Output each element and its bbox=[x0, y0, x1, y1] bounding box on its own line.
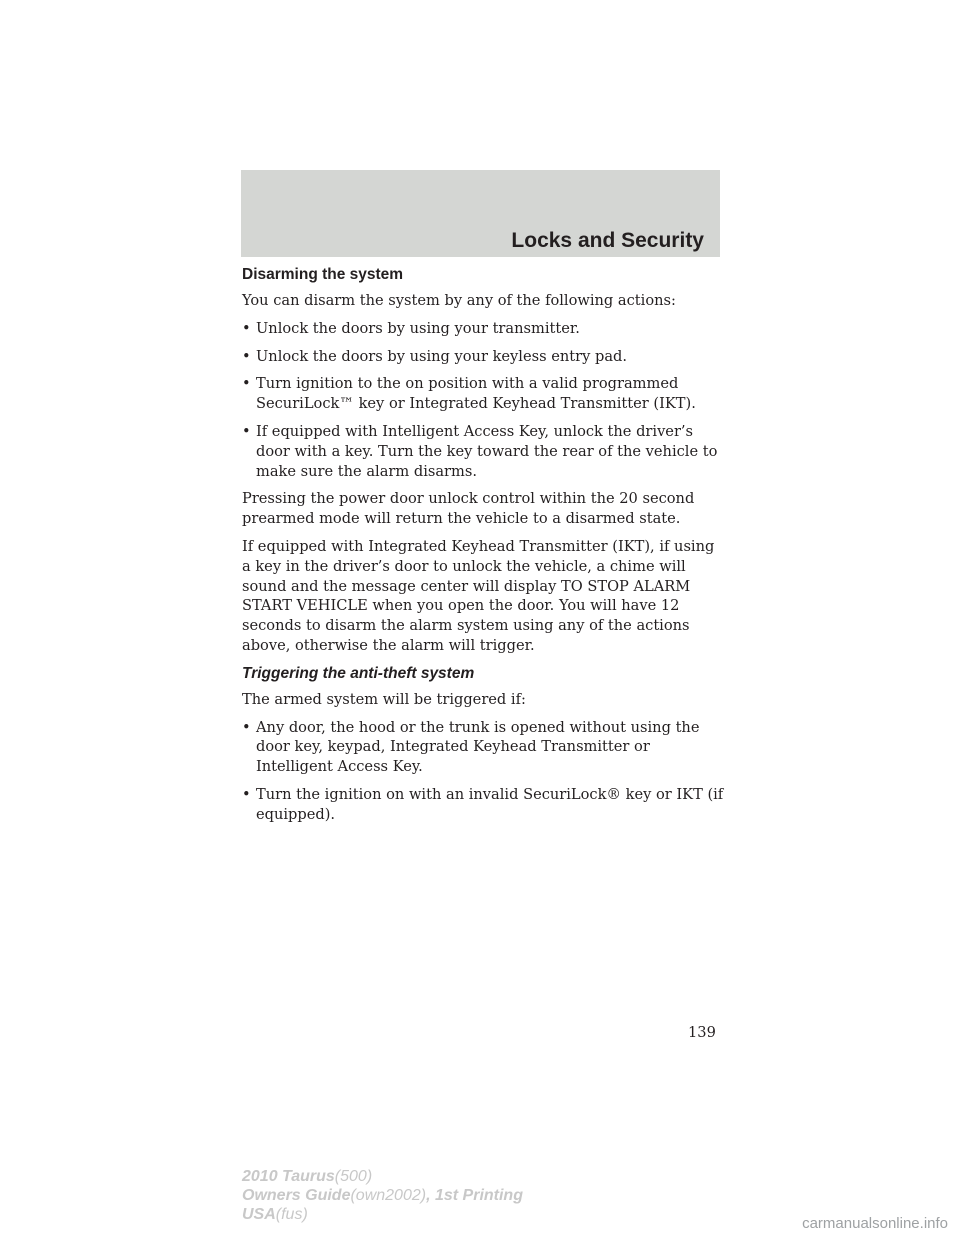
footer-line-market bbox=[242, 1205, 523, 1224]
list-item-text: Turn the ignition on with an invalid SecuriLock® key or IKT (if equipped). bbox=[256, 785, 724, 823]
list-item bbox=[242, 718, 727, 777]
footer-line-guide bbox=[242, 1186, 523, 1205]
footer-market: USA bbox=[242, 1206, 276, 1223]
bullet-icon: • bbox=[242, 718, 251, 736]
list-item-text: Unlock the doors by using your keyless entry pad. bbox=[256, 347, 628, 365]
watermark-link[interactable]: carmanualsonline.info bbox=[802, 1215, 948, 1232]
page-number: 139 bbox=[688, 1024, 716, 1041]
list-item-text: Any door, the hood or the trunk is opened without using the door key, keypad, Integrated Keyhead Transmitter or Intelligent Access Key. bbox=[256, 718, 700, 776]
bullet-icon: • bbox=[242, 422, 251, 440]
footer-guide: Owners Guide bbox=[242, 1187, 351, 1204]
footer-guide-code: (own2002) bbox=[350, 1187, 427, 1204]
prearmed-paragraph: Pressing the power door unlock control within the 20 second prearmed mode will return the vehicle to a disarmed state. bbox=[242, 490, 695, 528]
list-item bbox=[242, 319, 727, 339]
footer-model: 2010 Taurus bbox=[242, 1168, 335, 1185]
disarming-bullet-list bbox=[242, 319, 727, 482]
list-item-text: Unlock the doors by using your transmitter. bbox=[256, 319, 580, 337]
list-item bbox=[242, 785, 727, 825]
ikt-paragraph: If equipped with Integrated Keyhead Transmitter (IKT), if using a key in the driver’s door to unlock the vehicle, a chime will sound and the message center will display TO STOP ALARM START VEHICLE when you open the door. You will have 12 seconds to disarm the alarm system using any of the actions above, otherwise the alarm will trigger. bbox=[242, 537, 715, 654]
list-item bbox=[242, 422, 727, 481]
page-content bbox=[242, 265, 727, 833]
bullet-icon: • bbox=[242, 319, 251, 337]
print-footer bbox=[242, 1167, 523, 1224]
bullet-icon: • bbox=[242, 785, 251, 803]
list-item-text: Turn ignition to the on position with a valid programmed SecuriLock™ key or Integrated Keyhead Transmitter (IKT). bbox=[256, 375, 696, 413]
bullet-icon: • bbox=[242, 375, 251, 393]
list-item bbox=[242, 347, 727, 367]
triggering-heading: Triggering the anti-theft system bbox=[242, 664, 475, 682]
footer-printing: , 1st Printing bbox=[426, 1187, 523, 1204]
bullet-icon: • bbox=[242, 347, 251, 365]
list-item bbox=[242, 374, 727, 414]
triggering-intro: The armed system will be triggered if: bbox=[242, 690, 526, 708]
disarming-intro: You can disarm the system by any of the following actions: bbox=[242, 292, 676, 309]
disarming-heading: Disarming the system bbox=[242, 266, 404, 283]
triggering-bullet-list bbox=[242, 718, 727, 825]
footer-market-code: (fus) bbox=[275, 1206, 308, 1223]
footer-line-model bbox=[242, 1167, 523, 1186]
footer-model-code: (500) bbox=[334, 1168, 373, 1185]
section-title: Locks and Security bbox=[511, 229, 704, 252]
list-item-text: If equipped with Intelligent Access Key, unlock the driver’s door with a key. Turn the key toward the rear of the vehicle to make sure the alarm disarms. bbox=[256, 422, 718, 480]
section-header-band bbox=[241, 170, 720, 257]
